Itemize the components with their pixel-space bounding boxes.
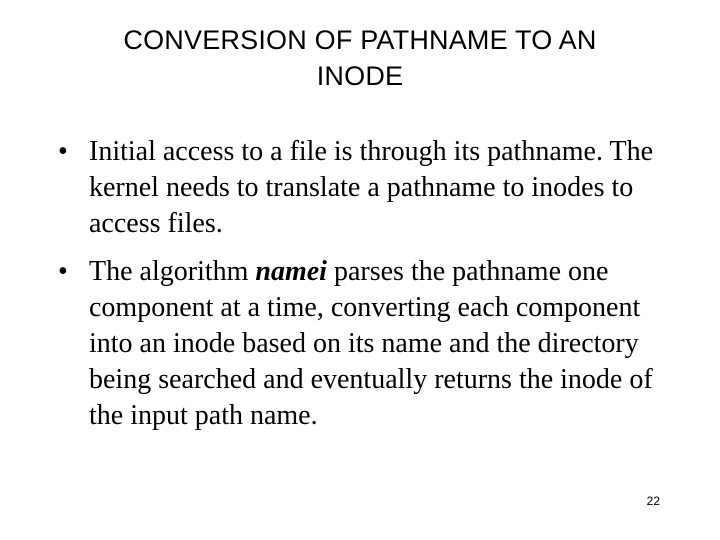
bullet-text-suffix: parses the pathname one component at a time, converting each component into an inode based on its name and the directory being searched and eventually returns the inode of the input path name. [89, 256, 653, 431]
namei-term: namei [255, 256, 327, 287]
slide-title-line-2: INODE [316, 61, 404, 91]
bullet-item-initial-access [58, 134, 658, 242]
bullet-text: Initial access to a file is through its pathname. The kernel needs to translate a pathname to inodes to access files. [89, 136, 653, 239]
bullet-list [58, 134, 658, 446]
bullet-icon: • [58, 136, 68, 167]
page-number: 22 [646, 494, 660, 508]
bullet-icon: • [58, 256, 68, 287]
slide-title-line-1: CONVERSION OF PATHNAME TO AN [123, 25, 597, 55]
bullet-text-prefix: The algorithm [89, 256, 256, 287]
slide-title [60, 22, 660, 94]
bullet-item-namei [58, 254, 658, 434]
